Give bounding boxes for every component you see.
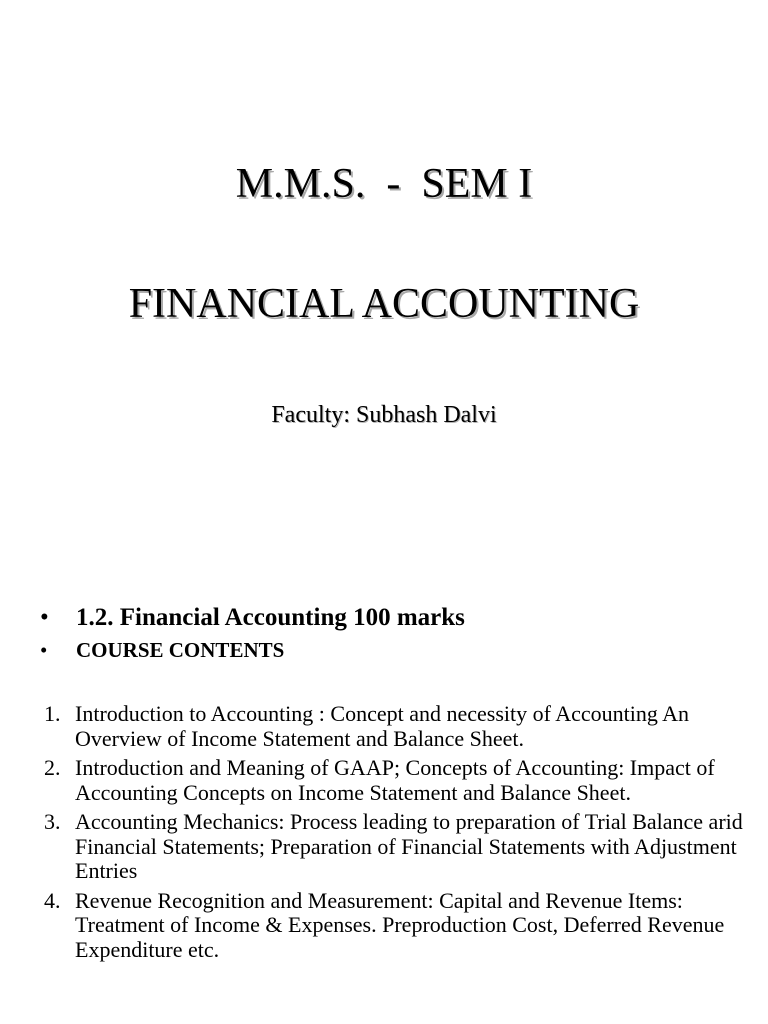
list-item bbox=[44, 810, 744, 884]
list-item-number: 3. bbox=[44, 809, 61, 834]
bullet-text: COURSE CONTENTS bbox=[76, 638, 285, 662]
list-item bbox=[44, 756, 744, 805]
bullet-item-course-marks bbox=[40, 602, 740, 634]
list-item-number: 4. bbox=[44, 887, 61, 913]
faculty-name: Faculty: Subhash Dalvi bbox=[271, 402, 497, 428]
list-item-number: 1. bbox=[44, 701, 61, 726]
bullet-text: 1.2. Financial Accounting 100 marks bbox=[76, 604, 465, 631]
list-item-text: Revenue Recognition and Measurement: Capital and Revenue Items: Treatment of Income & Expenses. Preproduction Cost, Deferred Revenue Expenditure etc. bbox=[75, 887, 725, 962]
list-item bbox=[44, 702, 744, 751]
bullet-marker: • bbox=[40, 604, 49, 631]
slide-title-subject: FINANCIAL ACCOUNTING bbox=[128, 281, 640, 327]
bullet-list bbox=[40, 602, 740, 664]
list-item-number: 2. bbox=[44, 755, 61, 780]
list-item-text: Accounting Mechanics: Process leading to preparation of Trial Balance arid Financial Statements; Preparation of Financial Statements with Adjustment Entries bbox=[75, 809, 743, 883]
list-item-text: Introduction to Accounting : Concept and necessity of Accounting An Overview of Income Statement and Balance Sheet. bbox=[75, 701, 690, 751]
bullet-marker: • bbox=[40, 638, 48, 662]
list-item-text: Introduction and Meaning of GAAP; Concepts of Accounting: Impact of Accounting Concepts on Income Statement and Balance Sheet. bbox=[75, 755, 715, 805]
course-contents-list bbox=[44, 702, 744, 967]
bullet-item-course-contents bbox=[40, 636, 740, 664]
list-item bbox=[44, 889, 744, 963]
slide-title-program: M.M.S. - SEM I bbox=[235, 161, 533, 207]
